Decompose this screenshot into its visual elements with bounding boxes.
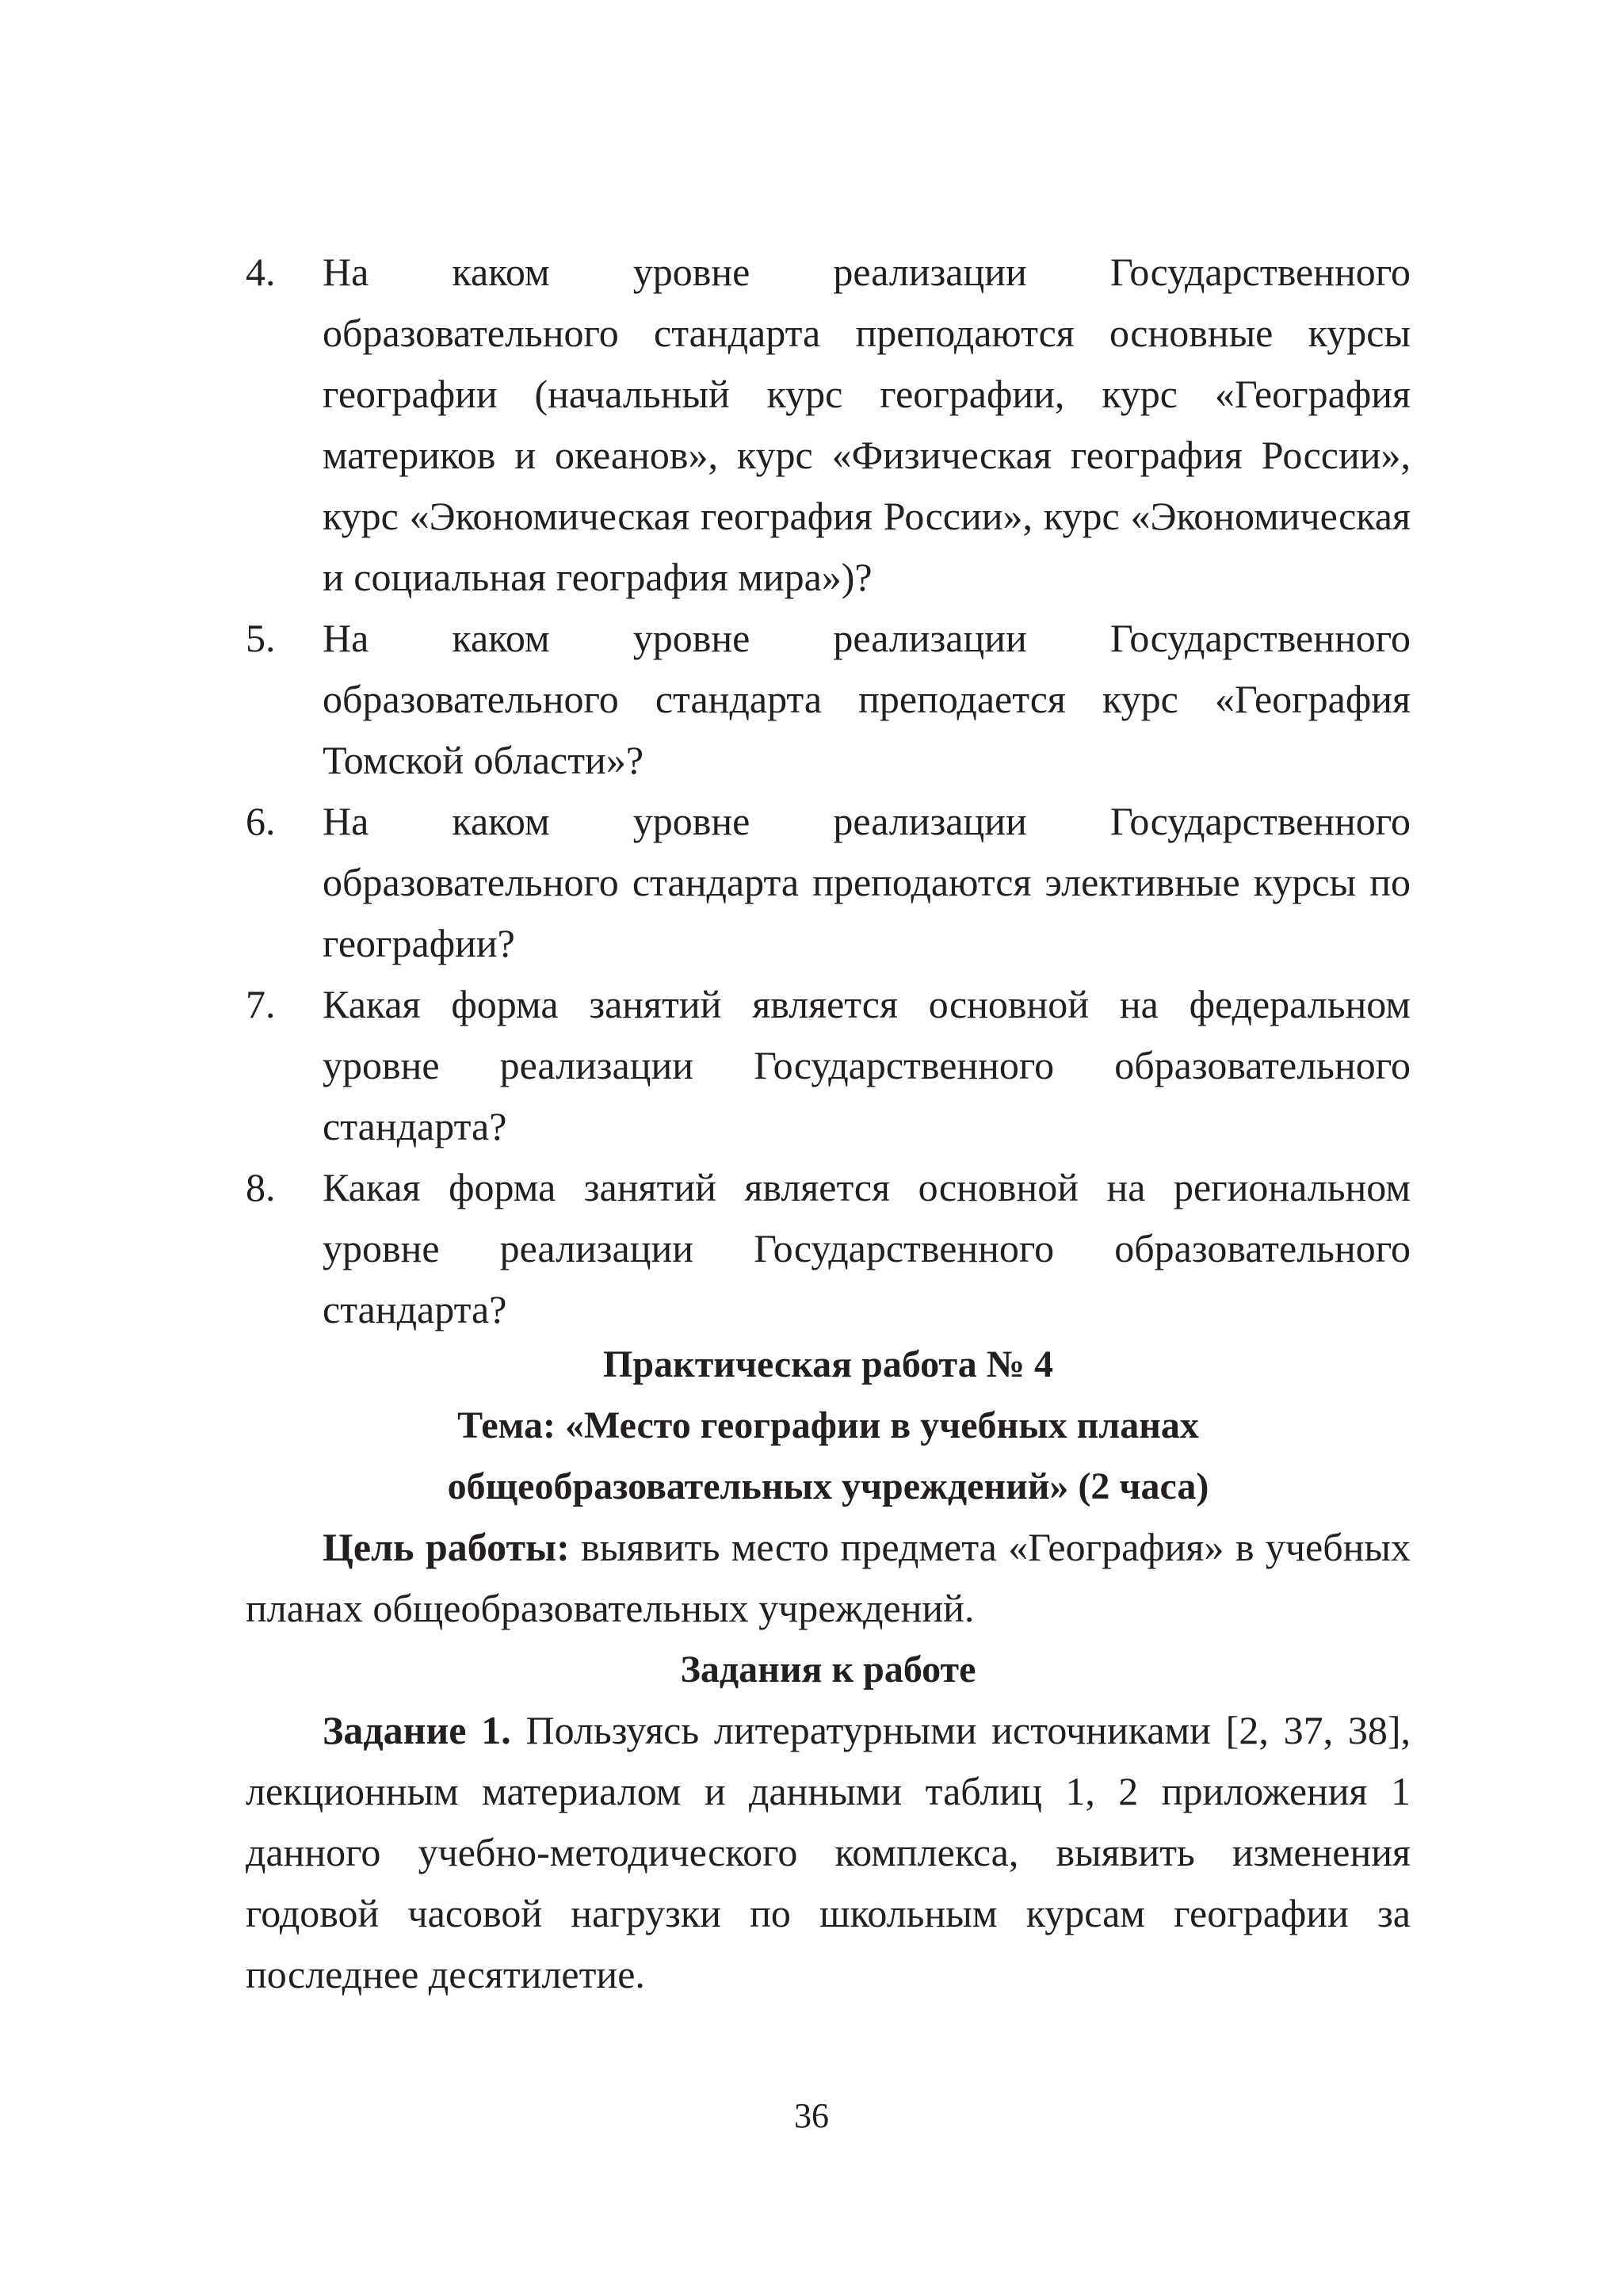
theme-line-2: общеобразовательных учреждений» (2 часа) [447, 1465, 1209, 1507]
question-number: 8. [246, 1165, 276, 1209]
question-number: 5. [246, 616, 276, 660]
question-number: 7. [246, 982, 276, 1026]
question-list [246, 242, 1411, 1340]
question-number: 6. [246, 799, 276, 843]
theme-line-1: Тема: «Место географии в учебных планах [457, 1404, 1199, 1446]
list-item [246, 608, 1411, 791]
question-text: На каком уровне реализации Государственного образовательного стандарта преподаются основные курсы географии (начальный курс географии, курс «География материков и океанов», курс «Физическая география России», курс «Экономическая география России», курс «Экономическая и социальная география мира»)? [323, 250, 1411, 599]
list-item [246, 791, 1411, 974]
goal-paragraph [246, 1517, 1411, 1639]
goal-text: выявить место предмета «География» в учебных планах общеобразовательных учреждений. [246, 1525, 1411, 1630]
task-1-label: Задание 1. [323, 1708, 511, 1752]
question-text: Какая форма занятий является основной на федеральном уровне реализации Государственного образовательного стандарта? [323, 982, 1411, 1148]
question-number: 4. [246, 250, 276, 294]
list-item [246, 242, 1411, 608]
task-1-text: Пользуясь литературными источниками [2, 37, 38], лекционным материалом и данными таблиц 1, 2 приложения 1 данного учебно-методического комплекса, выявить изменения годовой часовой нагрузки по школьным курсам географии за последнее десятилетие. [246, 1708, 1411, 1996]
list-item [246, 974, 1411, 1157]
tasks-heading: Задания к работе [680, 1648, 976, 1690]
page-number: 36 [794, 2096, 829, 2135]
question-text: На каком уровне реализации Государственного образовательного стандарта преподается курс «География Томской области»? [323, 616, 1411, 782]
list-item [246, 1157, 1411, 1340]
practical-work-section [246, 1334, 1411, 2005]
section-title: Практическая работа № 4 [603, 1343, 1053, 1385]
question-text: Какая форма занятий является основной на региональном уровне реализации Государственного образовательного стандарта? [323, 1165, 1411, 1331]
goal-label: Цель работы: [323, 1525, 570, 1569]
question-text: На каком уровне реализации Государственного образовательного стандарта преподаются элективные курсы по географии? [323, 799, 1411, 965]
task-1-paragraph [246, 1700, 1411, 2005]
